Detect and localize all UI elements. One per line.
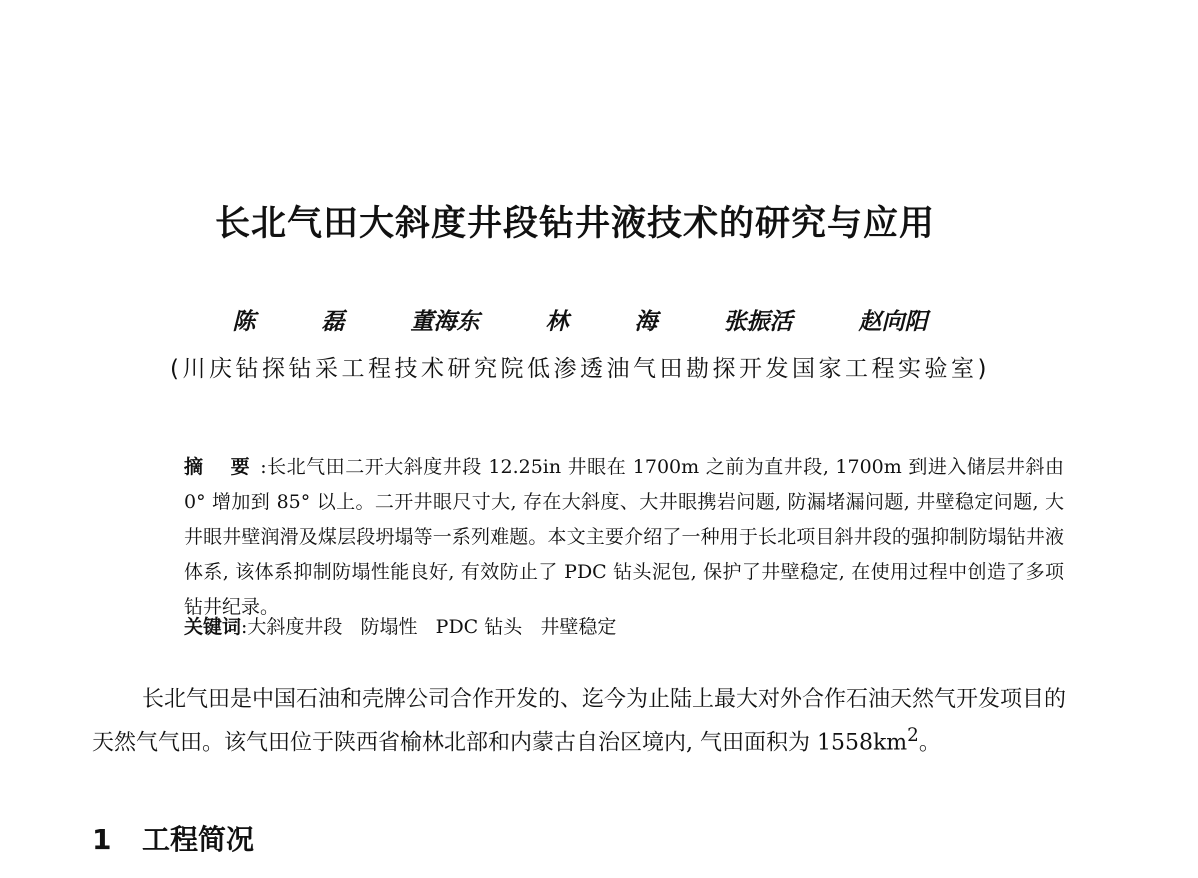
- section-title: 工程简况: [142, 823, 255, 856]
- keywords-line: [184, 610, 616, 645]
- author-list: 陈 磊 董海东 林 海 张振活 赵向阳: [232, 308, 928, 335]
- area-unit-superscript: 2: [907, 725, 919, 746]
- keywords-label: 关键词: [184, 616, 242, 638]
- intro-text-end: 。: [918, 730, 941, 756]
- paper-title: 长北气田大斜度井段钻井液技术的研究与应用: [214, 204, 935, 244]
- section-heading: [92, 818, 254, 858]
- abstract-text: :长北气田二开大斜度井段 12.25in 井眼在 1700m 之前为直井段, 1700m 到进入储层井斜由 0° 增加到 85° 以上。二开井眼尺寸大, 存在大斜度、大井眼携岩问题, 防漏堵漏问题, 井壁稳定问题, 大井眼井壁润滑及煤层段坍塌等一系列难题。本文主要介绍了一种用于长北项目斜井段的强抑制防塌钻井液体系, 该体系抑制防塌性能良好, 有效防止了 PDC 钻头泥包, 保护了井壁稳定, 在使用过程中创造了多项钻井纪录。: [184, 456, 1064, 618]
- section-number: 1: [92, 823, 112, 856]
- intro-paragraph: [92, 682, 1066, 761]
- intro-text: 长北气田是中国石油和壳牌公司合作开发的、迄今为止陆上最大对外合作石油天然气开发项目的天然气气田。该气田位于陕西省榆林北部和内蒙古自治区境内, 气田面积为 1558km: [92, 687, 1067, 756]
- abstract-paragraph: [140, 450, 1064, 625]
- author-affiliation: (川庆钻探钻采工程技术研究院低渗透油气田勘探开发国家工程实验室): [170, 356, 990, 382]
- abstract-label: 摘 要: [184, 456, 261, 478]
- keywords-text: :大斜度井段 防塌性 PDC 钻头 井壁稳定: [241, 616, 617, 638]
